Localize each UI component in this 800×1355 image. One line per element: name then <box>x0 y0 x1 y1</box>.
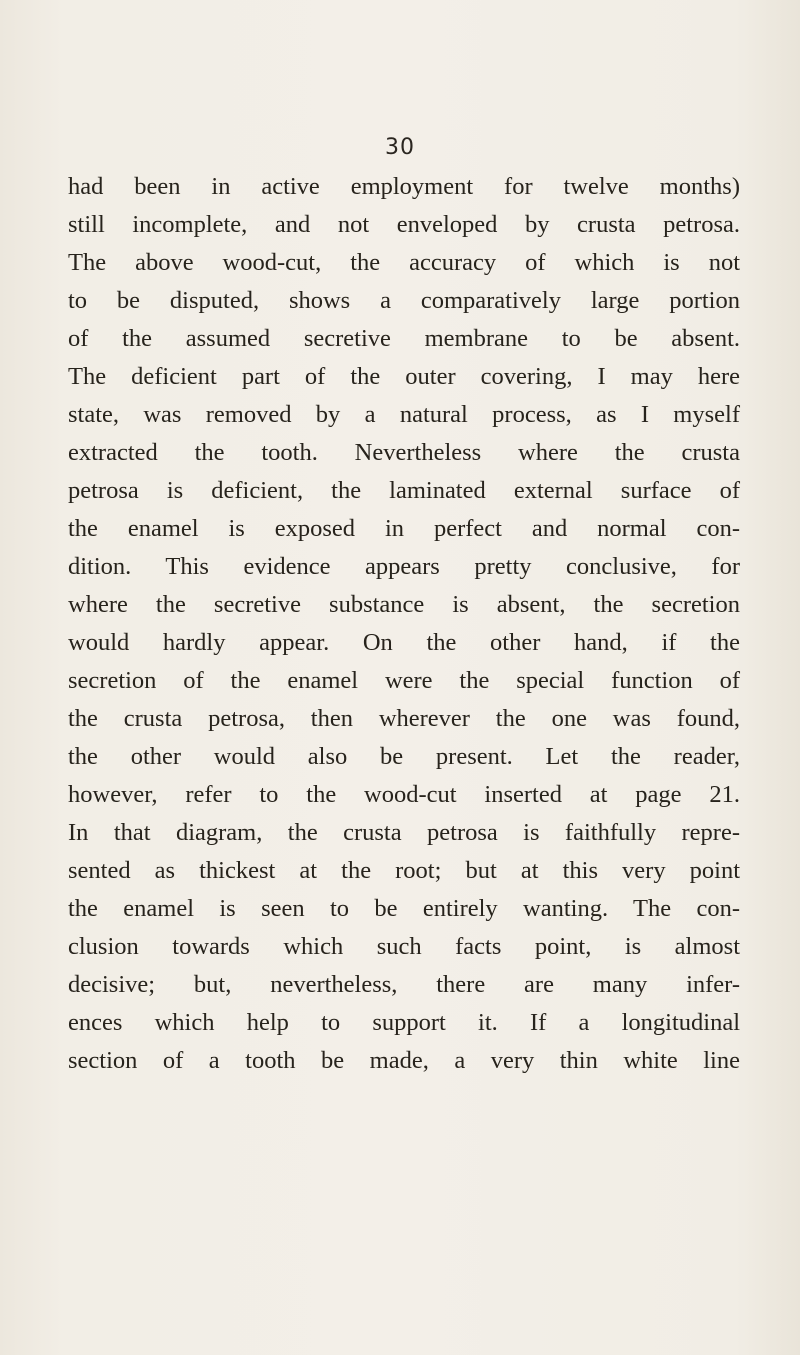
text-line: where the secretive substance is absent, the secretion <box>68 591 740 618</box>
text-line: decisive; but, nevertheless, there are many infer- <box>68 971 740 998</box>
text-line: of the assumed secretive membrane to be absent. <box>68 325 740 352</box>
text-line: to be disputed, shows a comparatively large portion <box>68 287 740 314</box>
text-line: would hardly appear. On the other hand, if the <box>68 629 740 656</box>
text-line: sented as thickest at the root; but at this very point <box>68 857 740 884</box>
text-line: the crusta petrosa, then wherever the one was found, <box>68 705 740 732</box>
text-line: The above wood-cut, the accuracy of which is not <box>68 249 740 276</box>
text-line: The deficient part of the outer covering, I may here <box>68 363 740 390</box>
text-line: state, was removed by a natural process, as I myself <box>68 401 740 428</box>
text-line: the enamel is seen to be entirely wanting. The con- <box>68 895 740 922</box>
text-line: the enamel is exposed in perfect and normal con- <box>68 515 740 542</box>
text-line: clusion towards which such facts point, is almost <box>68 933 740 960</box>
text-line: still incomplete, and not enveloped by crusta petrosa. <box>68 211 740 238</box>
text-line: the other would also be present. Let the reader, <box>68 743 740 770</box>
page-number: 30 <box>385 135 415 160</box>
text-line: petrosa is deficient, the laminated external surface of <box>68 477 740 504</box>
body-text <box>68 168 740 1080</box>
text-line: ences which help to support it. If a longitudinal <box>68 1009 740 1036</box>
text-line: section of a tooth be made, a very thin white line <box>68 1047 740 1074</box>
text-line: however, refer to the wood-cut inserted at page 21. <box>68 781 740 808</box>
text-line: secretion of the enamel were the special function of <box>68 667 740 694</box>
text-line: extracted the tooth. Nevertheless where the crusta <box>68 439 740 466</box>
text-line: dition. This evidence appears pretty conclusive, for <box>68 553 740 580</box>
text-line: had been in active employment for twelve months) <box>68 173 740 200</box>
text-line: In that diagram, the crusta petrosa is faithfully repre- <box>68 819 740 846</box>
